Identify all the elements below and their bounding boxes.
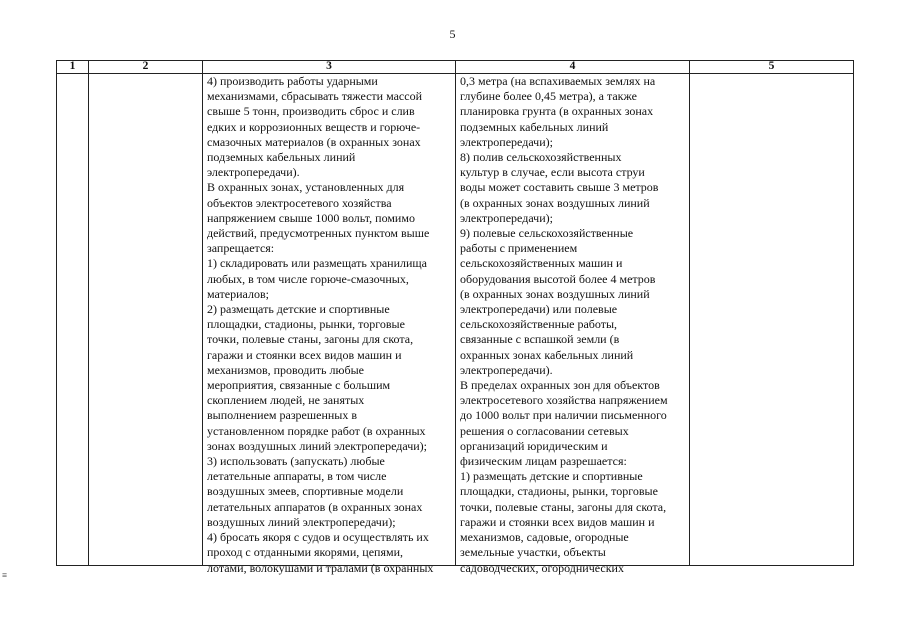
text-line: подземных кабельных линий — [207, 150, 356, 165]
text-line: 1) складировать или размещать хранилища — [207, 256, 428, 271]
text-line: земельные участки, объекты — [460, 545, 606, 560]
text-line: воздушных линий электропередачи); — [207, 514, 396, 529]
text-line: запрещается: — [207, 241, 275, 256]
text-line: 4) производить работы ударными — [207, 74, 378, 88]
text-line: любых, в том числе горюче-смазочных, — [207, 271, 409, 286]
text-line: электропередачи). — [460, 362, 553, 377]
text-line: (в охранных зонах воздушных линий — [460, 286, 650, 301]
text-line: летательные аппараты, в том числе — [207, 469, 387, 484]
cell-column-4 — [456, 74, 690, 575]
text-line: организаций юридическим и — [460, 438, 608, 453]
cell-column-5 — [690, 74, 854, 566]
text-line: лотами, волокушами и тралами (в охранных — [207, 560, 434, 575]
text-line: площадки, стадионы, рынки, торговые — [460, 484, 658, 499]
text-line: 4) бросать якоря с судов и осуществлять их — [207, 530, 429, 545]
text-line: электропередачи); — [460, 134, 553, 149]
text-line: работы с применением — [460, 241, 578, 256]
text-line: сельскохозяйственные работы, — [460, 317, 618, 332]
text-line: электропередачи). — [207, 165, 300, 180]
text-line: скоплением людей, не занятых — [207, 393, 365, 408]
text-line: воды может составить свыше 3 метров — [460, 180, 659, 195]
text-line: 8) полив сельскохозяйственных — [460, 150, 622, 165]
table-row — [57, 74, 854, 566]
text-line: культур в случае, если высота струи — [460, 165, 645, 180]
text-line: электропередачи) или полевые — [460, 302, 618, 317]
text-line: подземных кабельных линий — [460, 119, 609, 134]
cell-column-1 — [57, 74, 89, 566]
cell-column-3 — [203, 74, 456, 575]
text-line: до 1000 вольт при наличии письменного — [460, 408, 667, 423]
margin-mark: ≡ — [2, 570, 8, 580]
text-line: мероприятия, связанные с большим — [207, 378, 391, 393]
text-line: материалов; — [207, 286, 269, 301]
text-line: зонах воздушных линий электропередачи); — [207, 438, 427, 453]
text-line: сельскохозяйственных машин и — [460, 256, 623, 271]
text-line: электросетевого хозяйства напряжением — [460, 393, 668, 408]
text-line: планировка грунта (в охранных зонах — [460, 104, 654, 119]
text-line: 2) размещать детские и спортивные — [207, 302, 390, 317]
text-line: выполнением разрешенных в — [207, 408, 358, 423]
column-header-5: 5 — [690, 61, 854, 74]
text-line: едких и коррозионных веществ и горюче- — [207, 119, 421, 134]
text-line: напряжением свыше 1000 вольт, помимо — [207, 210, 415, 225]
document-table — [56, 60, 854, 575]
text-line: воздушных змеев, спортивные модели — [207, 484, 404, 499]
text-line: охранных зонах кабельных линий — [460, 347, 634, 362]
table-header-row — [57, 61, 854, 74]
text-line: механизмами, сбрасывать тяжести массой — [207, 89, 422, 104]
column-header-2: 2 — [89, 61, 203, 74]
text-line: оборудования высотой более 4 метров — [460, 271, 656, 286]
text-line: действий, предусмотренных пунктом выше — [207, 226, 430, 241]
text-line: механизмов, проводить любые — [207, 362, 364, 377]
page-number: 5 — [449, 27, 456, 41]
text-line: точки, полевые станы, загоны для скота, — [460, 499, 667, 514]
text-line: связанные с вспашкой земли (в — [460, 332, 620, 347]
text-line: механизмов, садовые, огородные — [460, 530, 629, 545]
text-line: летательных аппаратов (в охранных зонах — [207, 499, 423, 514]
text-line: гаражи и стоянки всех видов машин и — [460, 514, 655, 529]
column-header-4: 4 — [456, 61, 690, 74]
text-line: проход с отданными якорями, цепями, — [207, 545, 404, 560]
text-line: глубине более 0,45 метра), а также — [460, 89, 637, 104]
text-line: 3) использовать (запускать) любые — [207, 454, 385, 469]
text-line: 9) полевые сельскохозяйственные — [460, 226, 634, 241]
text-line: площадки, стадионы, рынки, торговые — [207, 317, 405, 332]
text-line: свыше 5 тонн, производить сброс и слив — [207, 104, 415, 119]
text-line: садоводческих, огороднических — [460, 560, 624, 575]
text-line: точки, полевые станы, загоны для скота, — [207, 332, 414, 347]
column-header-1: 1 — [57, 61, 89, 74]
text-line: электропередачи); — [460, 210, 553, 225]
text-line: физическим лицам разрешается: — [460, 454, 627, 469]
text-line: (в охранных зонах воздушных линий — [460, 195, 650, 210]
text-line: решения о согласовании сетевых — [460, 423, 629, 438]
text-line: 0,3 метра (на вспахиваемых землях на — [460, 74, 656, 88]
text-line: В пределах охранных зон для объектов — [460, 378, 660, 393]
text-line: В охранных зонах, установленных для — [207, 180, 405, 195]
cell-column-2 — [89, 74, 203, 566]
text-line: объектов электросетевого хозяйства — [207, 195, 392, 210]
text-line: смазочных материалов (в охранных зонах — [207, 134, 421, 149]
text-line: установленном порядке работ (в охранных — [207, 423, 426, 438]
text-line: 1) размещать детские и спортивные — [460, 469, 643, 484]
text-line: гаражи и стоянки всех видов машин и — [207, 347, 402, 362]
column-header-3: 3 — [203, 61, 456, 74]
